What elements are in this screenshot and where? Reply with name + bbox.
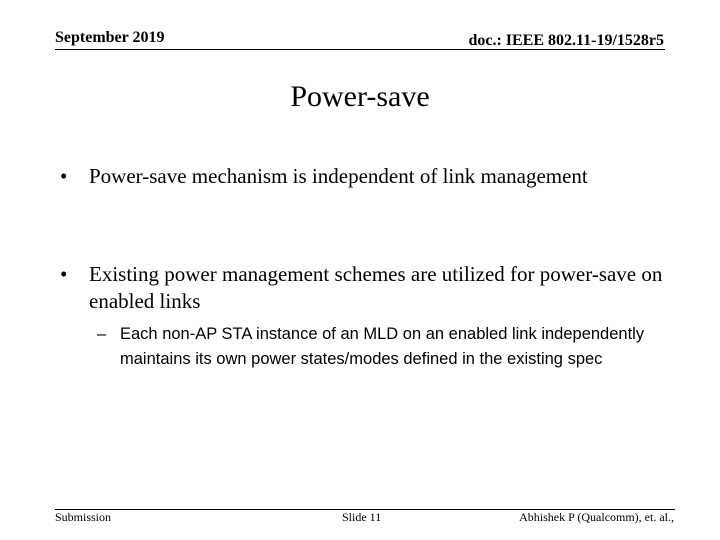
slide-title: Power-save <box>290 80 430 113</box>
bullet-marker: • <box>60 164 68 188</box>
footer-author: Abhishek P (Qualcomm), et. al., <box>519 510 674 524</box>
sub-bullet-text: Each non-AP STA instance of an MLD on an enabled link independently maintains its own power states/modes defined in the existing spec <box>120 325 645 368</box>
footer-slide-number: Slide 11 <box>342 510 382 524</box>
footer-submission: Submission <box>55 510 112 524</box>
header-doc-id: doc.: IEEE 802.11-19/1528r5 <box>468 32 664 49</box>
header-divider <box>55 49 665 50</box>
bullet-text: Power-save mechanism is independent of link management <box>89 164 588 188</box>
bullet-text: Existing power management schemes are utilized for power-save on enabled links <box>89 262 663 313</box>
header-date: September 2019 <box>55 29 165 46</box>
bullet-item <box>60 261 680 315</box>
bullet-item <box>60 163 680 190</box>
bullet-marker: • <box>60 262 68 286</box>
sub-bullet-marker: – <box>97 325 107 343</box>
sub-bullet-item <box>97 322 677 371</box>
